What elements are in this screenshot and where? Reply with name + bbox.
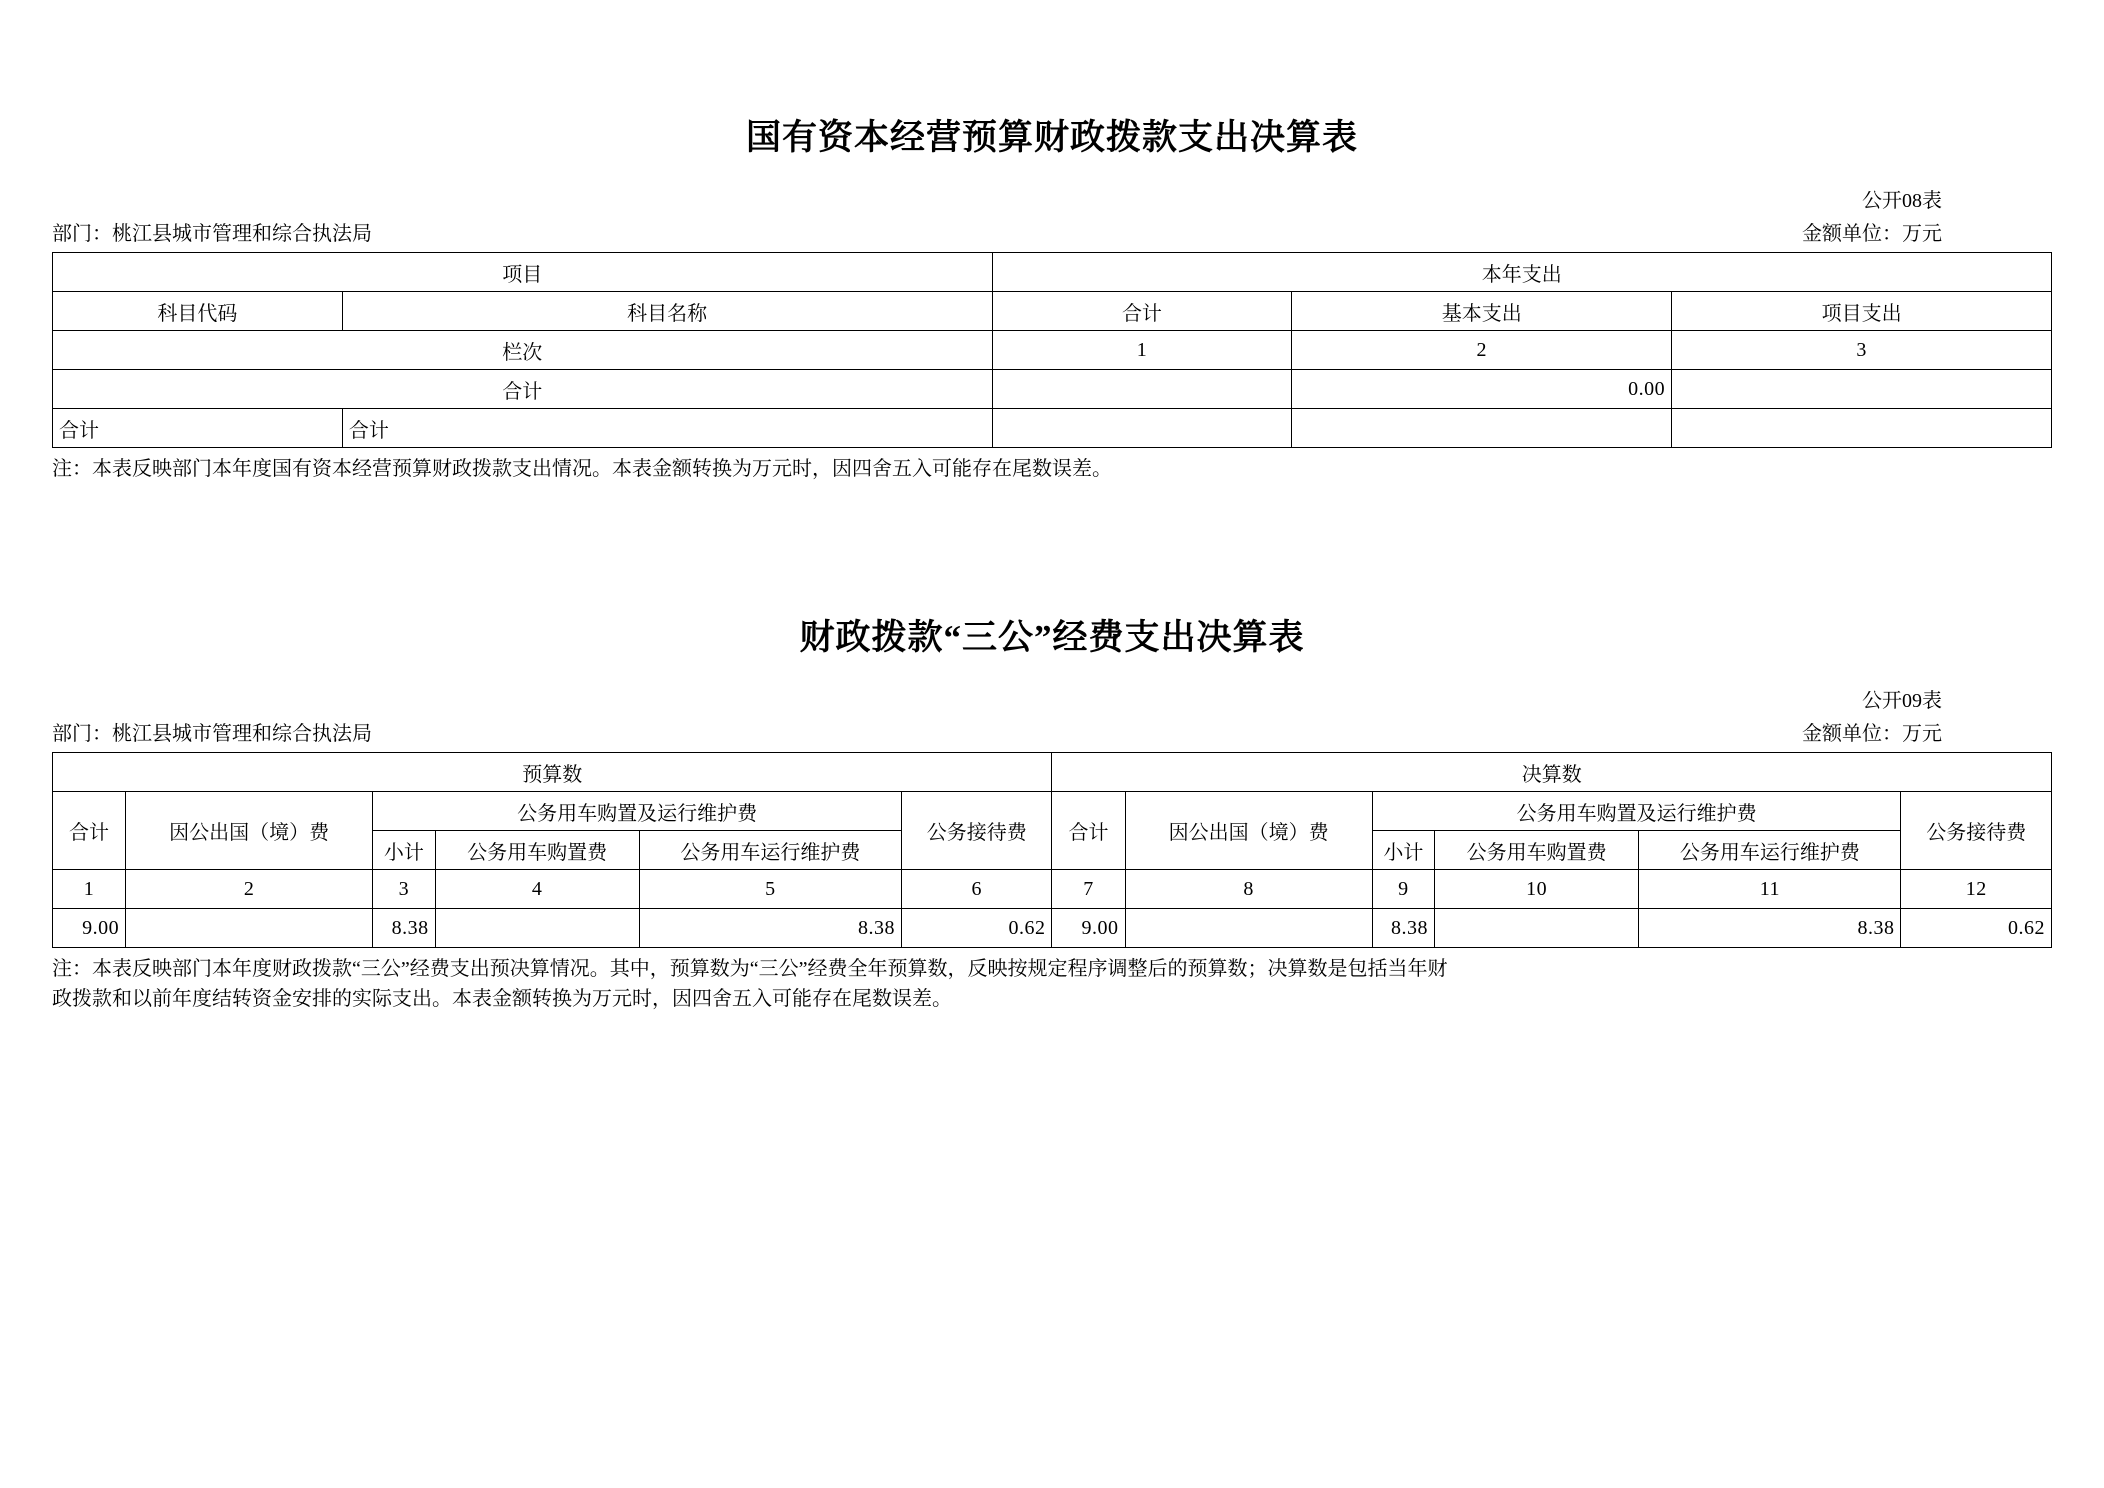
- section1-table: [52, 252, 2052, 448]
- section1-note: 注：本表反映部门本年度国有资本经营预算财政拨款支出情况。本表金额转换为万元时，因四舍五入可能存在尾数误差。: [52, 458, 1112, 480]
- table-row: [53, 909, 2052, 948]
- section2-note: [52, 954, 2052, 1014]
- table-row: [53, 370, 2052, 409]
- section1-col-project: 项目支出: [1672, 292, 2052, 331]
- section1-row0-cell2: 3: [1672, 331, 2052, 370]
- section2-value-11: 8.38: [1639, 909, 1901, 948]
- section2-final-vehicle-sub: 小计: [1372, 831, 1434, 870]
- section2-value-2: [126, 909, 373, 948]
- section1-col-code: 科目代码: [53, 292, 343, 331]
- table-row: [53, 409, 2052, 448]
- section1-amount-unit: 金额单位：万元: [1802, 223, 1942, 245]
- section1-row0-cell0: 1: [992, 331, 1292, 370]
- section2-colnum-4: 4: [435, 870, 639, 909]
- section1-row1-cell0: [992, 370, 1292, 409]
- section-state-capital-budget: [52, 110, 2052, 484]
- section2-table: [52, 752, 2052, 948]
- section2-budget-total: 合计: [53, 792, 126, 870]
- section2-colnum-11: 11: [1639, 870, 1901, 909]
- section2-budget-vehicle-run: 公务用车运行维护费: [639, 831, 901, 870]
- section2-amount-unit: 金额单位：万元: [1802, 723, 1942, 745]
- table-row: [53, 331, 2052, 370]
- section2-colnum-12: 12: [1901, 870, 2052, 909]
- section1-title: 国有资本经营预算财政拨款支出决算表: [745, 118, 1358, 157]
- section2-value-3: 8.38: [373, 909, 435, 948]
- section1-row2-cell0: [992, 409, 1292, 448]
- table-row-column-header: [53, 292, 2052, 331]
- section2-budget-reception: 公务接待费: [902, 792, 1052, 870]
- section2-department-label: 部门：桃江县城市管理和综合执法局: [52, 723, 372, 745]
- section2-final-vehicle-run: 公务用车运行维护费: [1639, 831, 1901, 870]
- section2-final-reception: 公务接待费: [1901, 792, 2052, 870]
- section2-colnum-2: 2: [126, 870, 373, 909]
- section2-title: 财政拨款“三公”经费支出决算表: [799, 618, 1305, 657]
- section2-note-line2: 政拨款和以前年度结转资金安排的实际支出。本表金额转换为万元时，因四舍五入可能存在尾数误差。: [52, 988, 952, 1010]
- section2-value-9: 8.38: [1372, 909, 1434, 948]
- section2-budget-abroad: 因公出国（境）费: [126, 792, 373, 870]
- section2-note-line1: 注：本表反映部门本年度财政拨款“三公”经费支出预决算情况。其中，预算数为“三公”经费全年预算数，反映按规定程序调整后的预算数；决算数是包括当年财: [52, 958, 1448, 980]
- section1-col-name: 科目名称: [342, 292, 992, 331]
- section2-value-10: [1435, 909, 1639, 948]
- section2-final-vehicle-purchase: 公务用车购置费: [1435, 831, 1639, 870]
- section2-budget-vehicle-sub: 小计: [373, 831, 435, 870]
- table-row-subheader: [53, 792, 2052, 831]
- section2-group-budget: 预算数: [53, 753, 1052, 792]
- section-three-public-expenses: [52, 610, 2052, 1014]
- section2-sheet-number: 公开09表: [1862, 690, 1942, 712]
- table-row-column-numbers: [53, 870, 2052, 909]
- section2-colnum-6: 6: [902, 870, 1052, 909]
- section2-colnum-10: 10: [1435, 870, 1639, 909]
- section2-value-1: 9.00: [53, 909, 126, 948]
- table-row-group-header: [53, 253, 2052, 292]
- section2-value-5: 8.38: [639, 909, 901, 948]
- section1-col-total: 合计: [992, 292, 1292, 331]
- section2-budget-vehicle-group: 公务用车购置及运行维护费: [373, 792, 902, 831]
- section1-row0-cell1: 2: [1292, 331, 1672, 370]
- section1-group-right: 本年支出: [992, 253, 2051, 292]
- section1-col-basic: 基本支出: [1292, 292, 1672, 331]
- section2-colnum-1: 1: [53, 870, 126, 909]
- section1-row2-name: 合计: [342, 409, 992, 448]
- section2-colnum-5: 5: [639, 870, 901, 909]
- section2-value-4: [435, 909, 639, 948]
- section1-row2-cell2: [1672, 409, 2052, 448]
- section2-final-abroad: 因公出国（境）费: [1125, 792, 1372, 870]
- section2-group-final: 决算数: [1052, 753, 2052, 792]
- section1-row1-label: 合计: [53, 370, 993, 409]
- section2-final-total: 合计: [1052, 792, 1125, 870]
- section2-final-vehicle-group: 公务用车购置及运行维护费: [1372, 792, 1901, 831]
- section1-row2-code: 合计: [53, 409, 343, 448]
- section2-value-6: 0.62: [902, 909, 1052, 948]
- section1-sheet-number: 公开08表: [1862, 190, 1942, 212]
- section2-budget-vehicle-purchase: 公务用车购置费: [435, 831, 639, 870]
- section1-row0-label: 栏次: [53, 331, 993, 370]
- section2-colnum-7: 7: [1052, 870, 1125, 909]
- section1-department-label: 部门：桃江县城市管理和综合执法局: [52, 223, 372, 245]
- section1-row2-cell1: [1292, 409, 1672, 448]
- section2-value-12: 0.62: [1901, 909, 2052, 948]
- section2-colnum-9: 9: [1372, 870, 1434, 909]
- section1-group-left: 项目: [53, 253, 993, 292]
- table-row-group-header: [53, 753, 2052, 792]
- section2-value-8: [1125, 909, 1372, 948]
- section1-row1-cell2: [1672, 370, 2052, 409]
- section1-row1-cell1: 0.00: [1292, 370, 1672, 409]
- section2-value-7: 9.00: [1052, 909, 1125, 948]
- section2-colnum-8: 8: [1125, 870, 1372, 909]
- section2-colnum-3: 3: [373, 870, 435, 909]
